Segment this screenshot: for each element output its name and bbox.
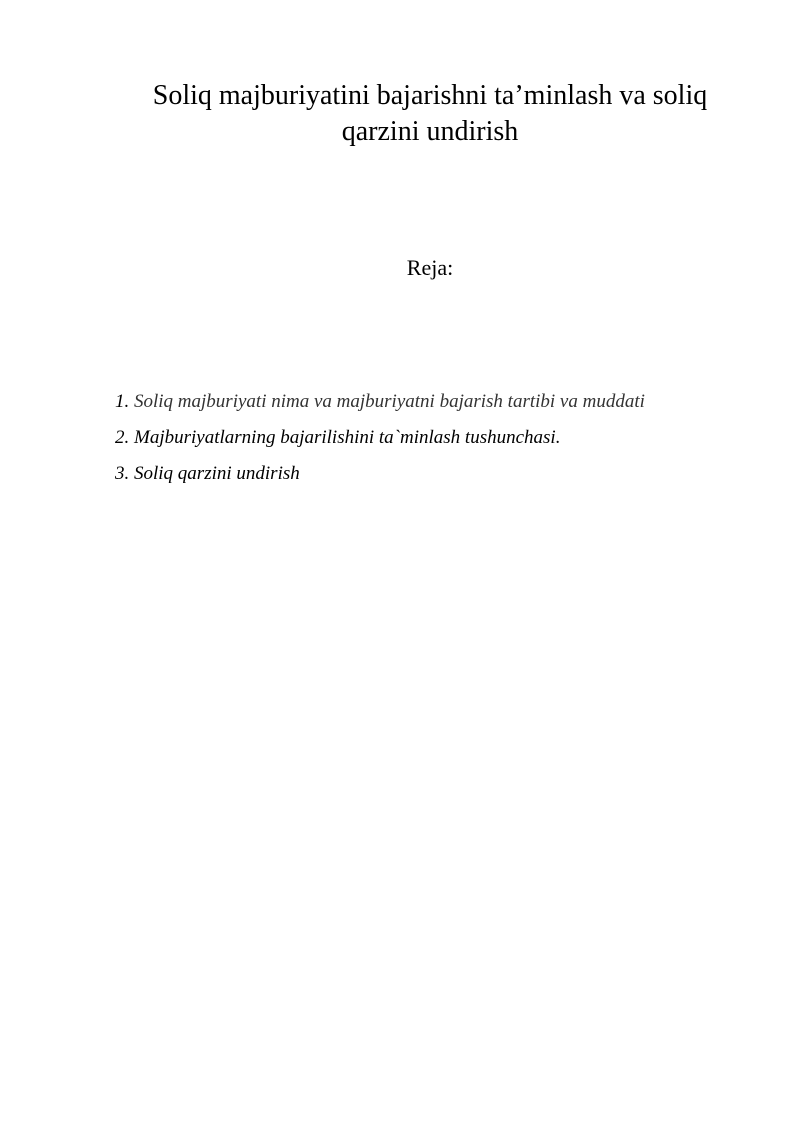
plan-item-number: 1. [115,391,130,412]
plan-item-text: Soliq majburiyati nima va majburiyatni bajarish tartibi va muddati [134,391,645,412]
title-line-2: qarzini undirish [341,116,519,147]
plan-item-1 [115,388,775,416]
plan-item-2 [115,424,775,452]
plan-item-number: 3. [115,463,130,484]
plan-heading: Reja: [406,255,454,280]
plan-item-number: 2. [115,427,130,448]
plan-list [115,388,775,496]
plan-item-3 [115,460,775,488]
document-title [110,78,750,150]
plan-item-text: Soliq qarzini undirish [134,463,300,484]
plan-item-text: Majburiyatlarning bajarilishini ta`minlash tushunchasi. [134,427,561,448]
title-line-1: Soliq majburiyatini bajarishni ta’minlash va soliq [152,80,708,111]
